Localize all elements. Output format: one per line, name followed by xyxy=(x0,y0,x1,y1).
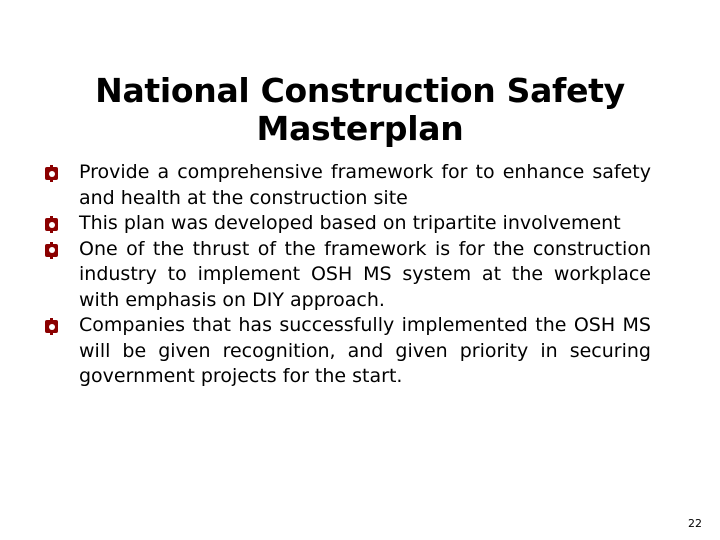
bullet-text: Companies that has successfully implemented the OSH MS will be given recognition, and given priority in securing government projects for the start. xyxy=(79,314,651,387)
bullet-item xyxy=(45,211,651,237)
slide-title-line-1: National Construction Safety xyxy=(95,71,625,111)
gear-bullet-icon xyxy=(45,244,58,257)
bullet-item xyxy=(45,160,651,211)
bullet-text: This plan was developed based on tripartite involvement xyxy=(79,212,621,234)
slide-title xyxy=(40,72,680,148)
slide-title-line-2: Masterplan xyxy=(256,109,464,149)
gear-bullet-icon xyxy=(45,320,58,333)
bullet-item xyxy=(45,313,651,390)
bullet-item xyxy=(45,237,651,314)
gear-bullet-icon xyxy=(45,167,58,180)
bullet-list xyxy=(45,160,651,390)
gear-bullet-icon xyxy=(45,218,58,231)
page-number: 22 xyxy=(688,517,702,530)
bullet-text: One of the thrust of the framework is for the construction industry to implement OSH MS system at the workplace with emphasis on DIY approach. xyxy=(79,237,651,311)
bullet-text: Provide a comprehensive framework for to enhance safety and health at the construction site xyxy=(79,161,651,209)
